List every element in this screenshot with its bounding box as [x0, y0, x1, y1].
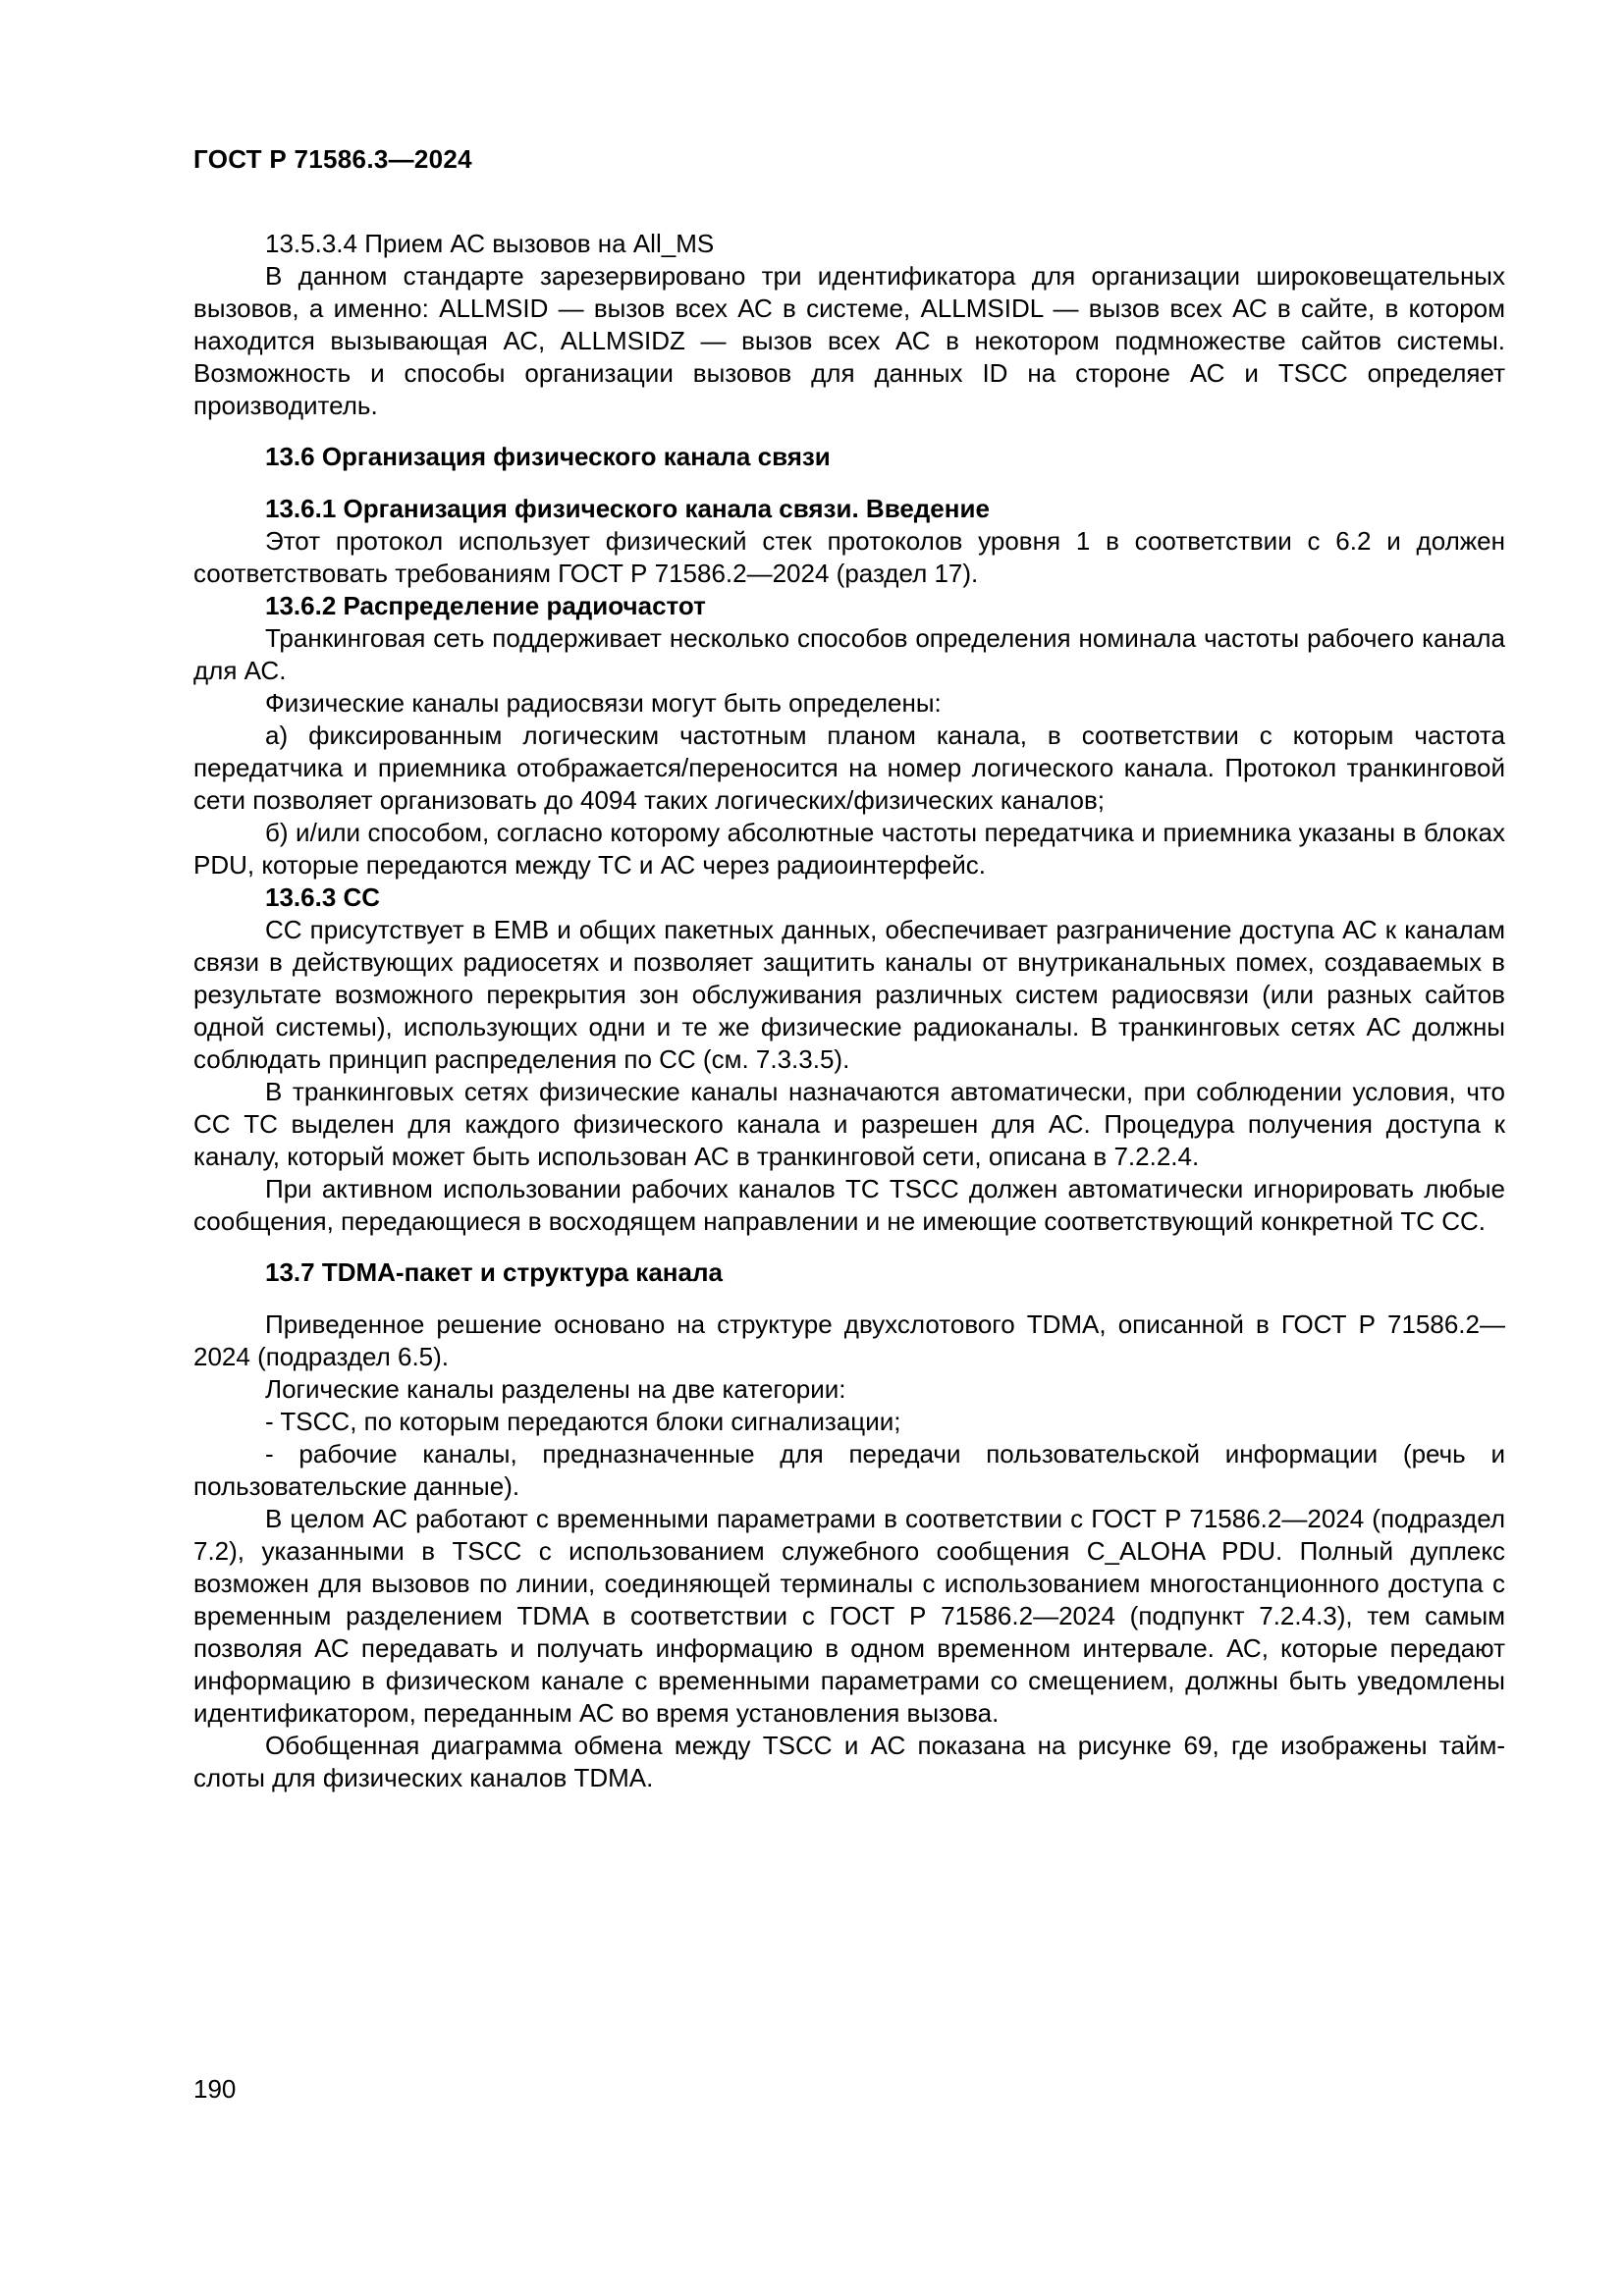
- subsection-heading-13-6-1: 13.6.1 Организация физического канала связи. Введение: [265, 494, 990, 523]
- paragraph: В данном стандарте зарезервировано три идентификатора для организации широковещательных вызовов, а именно: ALLMSID — вызов всех АС в системе, ALLMSIDL — вызов всех АС в сайте, в котором находится вызывающая АС, ALLMSIDZ — вызов всех АС в некотором подмножестве сайтов системы. Возможность и способы организации вызовов для данных ID на стороне АС и TSCC определяет производитель.: [193, 261, 1505, 420]
- section-heading-13-6: 13.6 Организация физического канала связи: [265, 442, 831, 471]
- subsection-heading-13-6-2: 13.6.2 Распределение радиочастот: [265, 591, 706, 620]
- paragraph: Приведенное решение основано на структуре двухслотового TDMA, описанной в ГОСТ Р 71586.2—2024 (подраздел 6.5).: [193, 1309, 1505, 1371]
- list-item-b: б) и/или способом, согласно которому абсолютные частоты передатчика и приемника указаны в блоках PDU, которые передаются между ТС и АС через радиоинтерфейс.: [193, 818, 1505, 880]
- list-item-a: а) фиксированным логическим частотным планом канала, в соответствии с которым частота передатчика и приемника отображается/переносится на номер логического канала. Протокол транкинговой сети позволяет организовать до 4094 таких логических/физических каналов;: [193, 721, 1505, 815]
- page-number: 190: [193, 2074, 237, 2104]
- paragraph: Логические каналы разделены на две категории:: [265, 1374, 846, 1404]
- section-heading-13-7: 13.7 TDMA-пакет и структура канала: [265, 1257, 723, 1287]
- paragraph: В целом АС работают с временными параметрами в соответствии с ГОСТ Р 71586.2—2024 (подраздел 7.2), указанными в TSCC с использованием служебного сообщения C_ALOHA PDU. Полный дуплекс возможен для вызовов по линии, соединяющей терминалы с использованием многостанционного доступа с временным разделением TDMA в соответствии с ГОСТ Р 71586.2—2024 (подпункт 7.2.4.3), тем самым позволяя АС передавать и получать информацию в одном временном интервале. АС, которые передают информацию в физическом канале с временными параметрами со смещением, должны быть уведомлены идентификатором, переданным АС во время установления вызова.: [193, 1504, 1505, 1728]
- list-item-work-channels: - рабочие каналы, предназначенные для передачи пользовательской информации (речь и пользовательские данные).: [193, 1439, 1505, 1501]
- list-item-tscc: - TSCC, по которым передаются блоки сигнализации;: [265, 1407, 901, 1436]
- running-header-standard-number: ГОСТ Р 71586.3—2024: [193, 144, 472, 174]
- subsection-heading-13-6-3: 13.6.3 СС: [265, 882, 381, 912]
- clause-heading-13-5-3-4: 13.5.3.4 Прием АС вызовов на All_MS: [265, 229, 715, 258]
- paragraph: Физические каналы радиосвязи могут быть определены:: [265, 688, 942, 718]
- document-body: [193, 228, 1505, 1794]
- paragraph: Обобщенная диаграмма обмена между TSCC и АС показана на рисунке 69, где изображены тайм-слоты для физических каналов TDMA.: [193, 1731, 1505, 1792]
- paragraph: Этот протокол использует физический стек протоколов уровня 1 в соответствии с 6.2 и должен соответствовать требованиям ГОСТ Р 71586.2—2024 (раздел 17).: [193, 526, 1505, 588]
- paragraph: В транкинговых сетях физические каналы назначаются автоматически, при соблюдении условия, что СС ТС выделен для каждого физического канала и разрешен для АС. Процедура получения доступа к каналу, который может быть использован АС в транкинговой сети, описана в 7.2.2.4.: [193, 1077, 1505, 1171]
- paragraph: СС присутствует в EMB и общих пакетных данных, обеспечивает разграничение доступа АС к каналам связи в действующих радиосетях и позволяет защитить каналы от внутриканальных помех, создаваемых в результате возможного перекрытия зон обслуживания различных систем радиосвязи (или разных сайтов одной системы), использующих одни и те же физические радиоканалы. В транкинговых сетях АС должны соблюдать принцип распределения по СС (см. 7.3.3.5).: [193, 915, 1505, 1074]
- paragraph: Транкинговая сеть поддерживает несколько способов определения номинала частоты рабочего канала для АС.: [193, 623, 1505, 685]
- paragraph: При активном использовании рабочих каналов ТС TSCC должен автоматически игнорировать любые сообщения, передающиеся в восходящем направлении и не имеющие соответствующий конкретной ТС СС.: [193, 1174, 1505, 1236]
